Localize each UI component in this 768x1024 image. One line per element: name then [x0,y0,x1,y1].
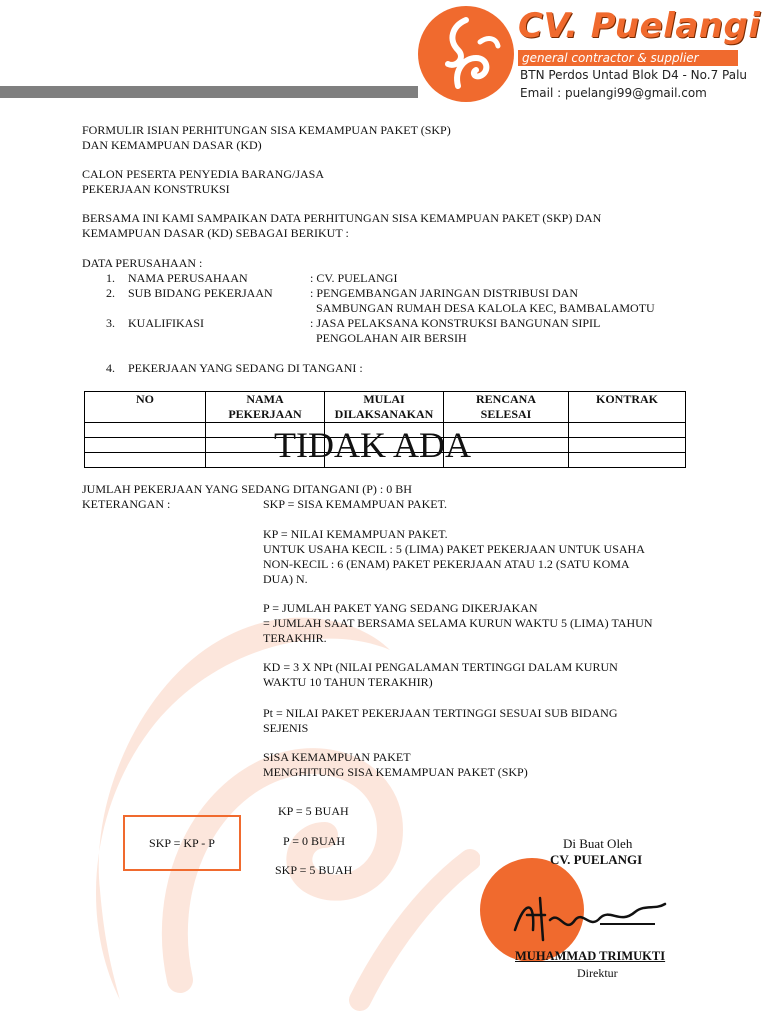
company-tagline: general contractor & supplier [518,50,738,66]
item-label-sub-bidang: SUB BIDANG PEKERJAAN [128,286,273,300]
signer-company: CV. PUELANGI [550,852,643,867]
skp-formula: SKP = KP - P [149,835,215,850]
form-title-line2: DAN KEMAMPUAN DASAR (KD) [82,138,262,152]
item-value-sub-bidang: : PENGEMBANGAN JARINGAN DISTRIBUSI DAN [310,286,579,300]
made-by-label: Di Buat Oleh [563,836,633,851]
calc-skp: SKP = 5 BUAH [275,863,353,877]
note-line: NON-KECIL : 6 (ENAM) PAKET PEKERJAAN ATAU 1.2 (SATU KOMA [263,557,630,571]
item-label-kualifikasi: KUALIFIKASI [128,316,204,330]
company-email: Email : puelangi99@gmail.com [520,86,707,100]
table-header-finish: RENCANA SELESAI [444,392,569,423]
signer-position: Direktur [577,966,618,980]
table-header-row [85,392,686,423]
note-line: KD = 3 X NPt (NILAI PENGALAMAN TERTINGGI DALAM KURUN [263,660,618,674]
item-number: 4. [106,361,115,375]
table-header-contract: KONTRAK [569,392,686,423]
note-line: UNTUK USAHA KECIL : 5 (LIMA) PAKET PEKERJAAN UNTUK USAHA [263,542,645,556]
item-value-kualifikasi-cont: PENGOLAHAN AIR BERSIH [316,331,467,345]
item-number: 3. [106,316,115,330]
recipient-line1: CALON PESERTA PENYEDIA BARANG/JASA [82,167,325,181]
item-value-company-name: : CV. PUELANGI [310,271,398,285]
table-header-no: NO [85,392,206,423]
item-value-kualifikasi: : JASA PELAKSANA KONSTRUKSI BANGUNAN SIPIL [310,316,601,330]
item-value-sub-bidang-cont: SAMBUNGAN RUMAH DESA KALOLA KEC, BAMBALAMOTU [316,301,655,315]
note-line: KP = NILAI KEMAMPUAN PAKET. [263,527,448,541]
calc-p: P = 0 BUAH [283,834,345,848]
keterangan-label: KETERANGAN : [82,497,171,511]
company-address: BTN Perdos Untad Blok D4 - No.7 Palu [520,68,748,82]
work-count: JUMLAH PEKERJAAN YANG SEDANG DITANGANI (P) : 0 BH [82,482,412,496]
item-number: 2. [106,286,115,300]
note-line: MENGHITUNG SISA KEMAMPUAN PAKET (SKP) [263,765,528,779]
note-line: DUA) N. [263,572,308,586]
note-line: P = JUMLAH PAKET YANG SEDANG DIKERJAKAN [263,601,538,615]
skp-formula-box [123,815,241,871]
note-line: SEJENIS [263,721,309,735]
table-header-start: MULAI DILAKSANAKAN [325,392,444,423]
intro-line1: BERSAMA INI KAMI SAMPAIKAN DATA PERHITUNGAN SISA KEMAMPUAN PAKET (SKP) DAN [82,211,602,225]
note-line: Pt = NILAI PAKET PEKERJAAN TERTINGGI SESUAI SUB BIDANG [263,706,618,720]
company-name: CV. Puelangi [518,6,761,46]
note-line: = JUMLAH SAAT BERSAMA SELAMA KURUN WAKTU 5 (LIMA) TAHUN [263,616,653,630]
note-line: SKP = SISA KEMAMPUAN PAKET. [263,497,448,511]
item-label-current-work: PEKERJAAN YANG SEDANG DI TANGANI : [128,361,363,375]
handwritten-signature [505,890,675,950]
no-work-overlay: TIDAK ADA [274,425,471,465]
company-logo [418,6,514,102]
form-title-line1: FORMULIR ISIAN PERHITUNGAN SISA KEMAMPUAN PAKET (SKP) [82,123,451,137]
company-data-heading: DATA PERUSAHAAN : [82,256,203,270]
note-line: SISA KEMAMPUAN PAKET [263,750,411,764]
signer-name: MUHAMMAD TRIMUKTI [515,949,666,963]
logo-mark-icon [418,6,514,102]
calc-kp: KP = 5 BUAH [278,804,349,818]
header-bar [0,86,418,98]
table-header-name: NAMA PEKERJAAN [206,392,325,423]
recipient-line2: PEKERJAAN KONSTRUKSI [82,182,230,196]
note-line: WAKTU 10 TAHUN TERAKHIR) [263,675,433,689]
intro-line2: KEMAMPUAN DASAR (KD) SEBAGAI BERIKUT : [82,226,349,240]
item-number: 1. [106,271,115,285]
note-line: TERAKHIR. [263,631,327,645]
item-label-company-name: NAMA PERUSAHAAN [128,271,248,285]
